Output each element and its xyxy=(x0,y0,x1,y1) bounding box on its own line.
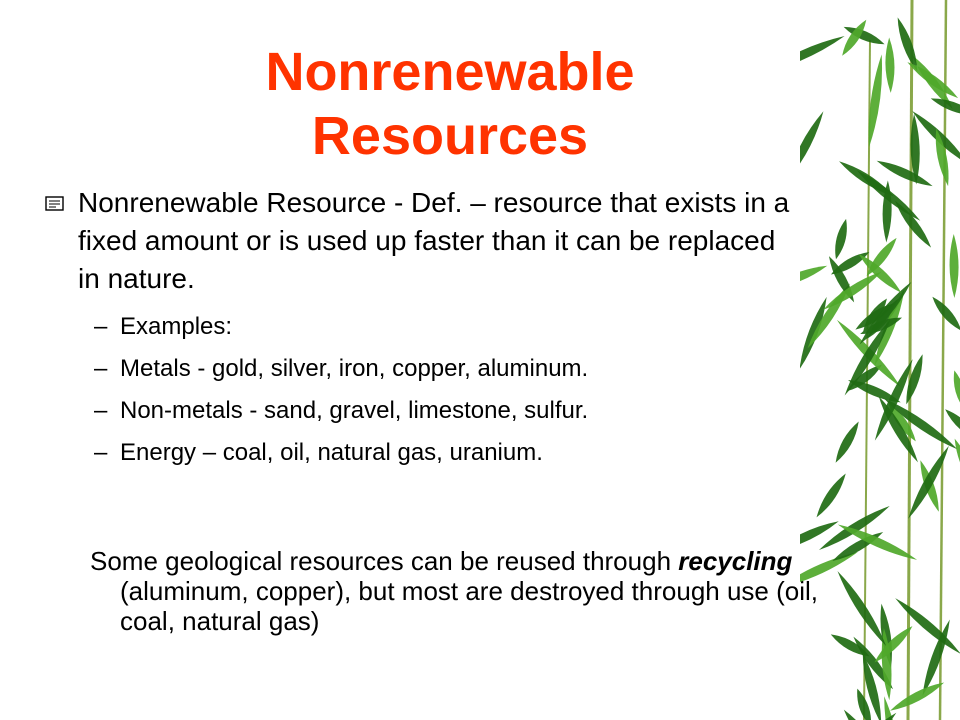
bamboo-leaf xyxy=(800,262,829,294)
dash-marker: – xyxy=(94,439,108,466)
bamboo-leaf xyxy=(832,218,851,261)
main-bullet-text: Nonrenewable Resource - Def. – resource that exists in a fixed amount or is used up faster than it can be replaced in nature. xyxy=(78,187,790,294)
note-text-start: Some geological resources can be reused through xyxy=(90,546,679,576)
list-item xyxy=(94,354,804,384)
list-item-text: Examples: xyxy=(120,313,233,340)
bamboo-leaves-icon xyxy=(800,0,960,720)
dash-marker: – xyxy=(94,355,108,382)
bamboo-leaf xyxy=(888,679,946,715)
note-card-bullet-icon xyxy=(44,192,66,214)
main-bullet xyxy=(44,184,804,298)
slide-title-line-2: Resources xyxy=(311,106,589,166)
list-item xyxy=(94,438,804,468)
bamboo-leaf xyxy=(865,54,886,148)
list-item-text: Non-metals - sand, gravel, limestone, sulfur. xyxy=(120,397,589,424)
bamboo-leaf xyxy=(949,234,959,298)
bamboo-leaf xyxy=(813,471,850,520)
bamboo-leaf xyxy=(950,369,960,412)
list-item-text: Metals - gold, silver, iron, copper, aluminum. xyxy=(120,355,589,382)
list-item xyxy=(94,396,804,426)
bamboo-leaf xyxy=(821,268,884,314)
dash-marker: – xyxy=(94,397,108,424)
bamboo-leaf xyxy=(892,595,960,658)
slide-body xyxy=(44,184,804,480)
examples-list xyxy=(44,312,804,468)
dash-marker: – xyxy=(94,313,108,340)
slide-title-line-1: Nonrenewable xyxy=(265,42,635,102)
bamboo-leaf xyxy=(832,419,863,465)
bamboo-leaf xyxy=(800,109,827,183)
bamboo-leaf-cluster xyxy=(800,16,960,720)
bamboo-leaf xyxy=(892,198,935,250)
note-text-end: (aluminum, copper), but most are destroyed through use (oil, coal, natural gas) xyxy=(120,576,819,636)
slide-title xyxy=(130,40,770,168)
bamboo-leaf xyxy=(800,32,847,78)
note-emphasis: recycling xyxy=(678,546,793,576)
bamboo-leaf xyxy=(875,157,935,191)
list-item xyxy=(94,312,804,342)
bamboo-leaf xyxy=(885,37,896,93)
recycling-note xyxy=(90,546,840,636)
list-item-text: Energy – coal, oil, natural gas, uranium. xyxy=(120,439,543,466)
